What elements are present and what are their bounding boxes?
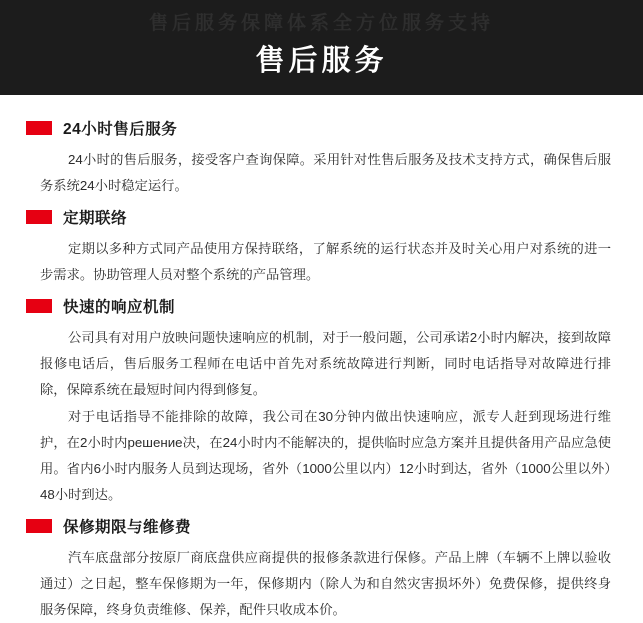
page-title: 售后服务 — [255, 45, 388, 77]
page-header — [0, 0, 643, 95]
section-title: 24小时售后服务 — [63, 121, 178, 138]
section-regular-contact — [26, 206, 617, 288]
section-paragraph: 定期以多种方式同产品使用方保持联络，了解系统的运行状态并及时关心用户对系统的进一步需求。协助管理人员对整个系统的产品管理。 — [40, 241, 611, 282]
section-title: 保修期限与维修费 — [63, 519, 192, 536]
section-paragraph: 公司具有对用户放映问题快速响应的机制，对于一般问题，公司承诺2小时内解决，接到故障报修电话后，售后服务工程师在电话中首先对系统故障进行判断，同时电话指导对故障进行排除，保障系统在最短时间内得到修复。 — [40, 330, 611, 397]
section-title: 定期联络 — [63, 210, 128, 227]
red-square-bullet-icon — [26, 519, 52, 533]
section-heading — [26, 117, 617, 139]
section-24h-service — [26, 117, 617, 199]
section-heading — [26, 295, 617, 317]
section-title: 快速的响应机制 — [63, 299, 176, 316]
section-warranty — [26, 515, 617, 623]
section-paragraph: 汽车底盘部分按原厂商底盘供应商提供的报修条款进行保修。产品上牌（车辆不上牌以验收通过）之日起，整车保修期为一年，保修期内（除人为和自然灾害损坏外）免费保修，提供终身服务保障，终身负责维修、保养，配件只收成本价。 — [40, 550, 611, 617]
section-paragraph: 24小时的售后服务，接受客户查询保障。采用针对性售后服务及技术支持方式，确保售后服务系统24小时稳定运行。 — [40, 152, 611, 193]
section-heading — [26, 206, 617, 228]
red-square-bullet-icon — [26, 210, 52, 224]
section-heading — [26, 515, 617, 537]
header-watermark-text: 售后服务保障体系全方位服务支持 — [148, 13, 494, 34]
content-body — [0, 95, 643, 623]
section-paragraph: 对于电话指导不能排除的故障，我公司在30分钟内做出快速响应，派专人赶到现场进行维护，在2小时内решение决，在24小时内不能解决的，提供临时应急方案并且提供备用产品应急使用。省内6小时内服务人员到达现场，省外（1000公里以内）12小时到达，省外（1000公里以外）48小时到达。 — [40, 409, 611, 502]
red-square-bullet-icon — [26, 121, 52, 135]
red-square-bullet-icon — [26, 299, 52, 313]
section-fast-response — [26, 295, 617, 508]
